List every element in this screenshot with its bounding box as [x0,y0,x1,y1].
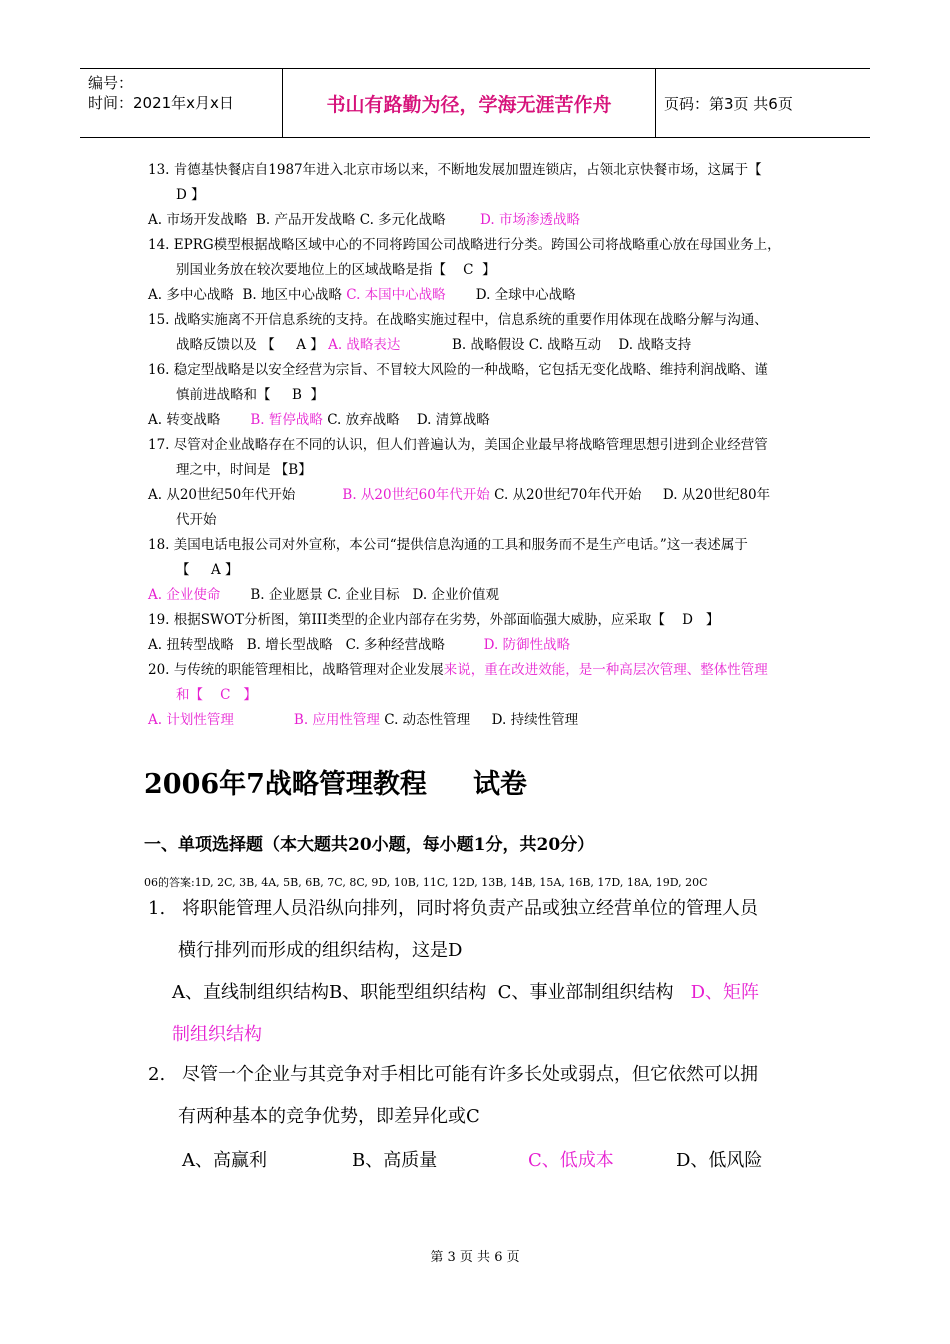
question-text: 1. 将职能管理人员沿纵向排列，同时将负责产品或独立经营单位的管理人员 [148,898,758,919]
option-a: A. 从20世纪50年代开始 [148,487,296,503]
option-row [148,483,808,508]
option-b: B. 增长型战略 [246,637,333,653]
question-text: 别国业务放在较次要地位上的区域战略是指【 C 】 [176,262,496,278]
option-a: A. 计划性管理 [148,712,234,728]
option-d: D. 清算战略 [416,412,490,428]
question-19 [148,608,808,658]
page-label: 页码：第3页 共6页 [664,95,793,113]
option-a: A、高赢利 [182,1150,267,1171]
option-row [148,208,808,233]
question-20 [148,658,808,733]
option-a: A. 企业使命 [148,587,221,603]
option-b: B. 地区中心战略 [242,287,342,303]
option-row: A、直线制组织结构B、职能型组织结构 C、事业部制组织结构 D、矩阵 [172,982,760,1003]
option-a: A. 转变战略 [148,412,221,428]
option-b: B. 暂停战略 [250,412,323,428]
section-title: 一、单项选择题（本大题共20小题，每小题1分，共20分） [144,835,595,855]
question-text: 17. 尽管对企业战略存在不同的认识，但人们普遍认为，美国企业最早将战略管理思想引进到企业经营管 [148,437,768,453]
option-row [148,708,808,733]
question-14 [148,233,808,308]
question-text: 20. 与传统的职能管理相比，战略管理对企业发展来说，重在改进效能，是一种高层次管理、整体性管理 [148,662,768,678]
option-b: B、高质量 [352,1150,438,1171]
question-16 [148,358,808,433]
question-18 [148,533,808,608]
big-question-1 [148,888,808,1056]
option-d: D. 企业价值观 [412,587,499,603]
option-d: D. 防御性战略 [483,637,571,653]
option-d: D. 全球中心战略 [475,287,576,303]
option-b: B. 战略假设 [451,337,525,353]
option-b: B. 从20世纪60年代开始 [342,487,490,503]
option-c: C. 战略互动 [528,337,602,353]
option-b: B. 应用性管理 [293,712,380,728]
option-d: D、矩阵 [690,982,760,1003]
option-row [148,583,808,608]
option-c: C. 本国中心战略 [346,287,446,303]
time-label: 时间：2021年x月x日 [88,94,234,112]
question-text: 和【 C 】 [176,687,257,703]
option-c: C. 多种经营战略 [345,637,446,653]
option-b: B. 企业愿景 [250,587,323,603]
question-text: 横行排列而形成的组织结构，这是D [178,940,463,961]
option-a: A. 战略表达 [328,337,401,353]
option-d: D. 持续性管理 [491,712,579,728]
motto: 书山有路勤为径，学海无涯苦作舟 [282,69,656,137]
option-d: D、低风险 [676,1150,763,1171]
option-a: A. 市场开发战略 [148,212,248,228]
number-label: 编号： [88,74,134,92]
exam-title: 2006年7战略管理教程 试卷 [144,769,527,800]
option-c: C. 企业目标 [327,587,400,603]
header-meta [88,73,283,113]
option-c: C. 多元化战略 [359,212,446,228]
question-text: 【 A 】 [176,562,239,578]
option-row [148,408,808,433]
option-c: C、低成本 [528,1150,614,1171]
option-b: B. 产品开发战略 [255,212,356,228]
question-17 [148,433,808,533]
answers-line: 06的答案:1D, 2C, 3B, 4A, 5B, 6B, 7C, 8C, 9D, 10B, 11C, 12D, 13B, 14B, 15A, 16B, 17D, 18A, 19D, 20C [144,876,708,889]
question-13 [148,158,808,233]
option-d: D. 战略支持 [618,337,692,353]
question-text: 15. 战略实施离不开信息系统的支持。在战略实施过程中，信息系统的重要作用体现在战略分解与沟通、 [148,312,768,328]
question-text: 13. 肯德基快餐店自1987年进入北京市场以来，不断地发展加盟连锁店，占领北京快餐市场，这属于【 [148,162,762,178]
big-question-2 [148,1054,808,1138]
option-a: A. 扭转型战略 [148,637,234,653]
page-header [80,68,870,138]
option-d: D. 市场渗透战略 [480,212,580,228]
option-d: D. 从20世纪80年 [662,487,771,503]
question-text: 有两种基本的竞争优势，即差异化或C [178,1106,480,1127]
option-d-continued: 代开始 [176,512,217,528]
question-text: 18. 美国电话电报公司对外宣称，本公司“提供信息沟通的工具和服务而不是生产电话。”这一表述属于 [148,537,748,553]
question-15 [148,308,808,358]
option-row [148,283,808,308]
question-text: D 】 [176,187,205,203]
question-text: 战略反馈以及 【 A 】 A. 战略表达 B. 战略假设 C. 战略互动 D. 战略支持 [176,337,692,353]
question-text: 2. 尽管一个企业与其竞争对手相比可能有许多长处或弱点，但它依然可以拥 [148,1064,758,1085]
page-footer: 第 3 页 共 6 页 [430,1250,520,1265]
question-text: 理之中，时间是 【B】 [176,462,312,478]
question-text: 19. 根据SWOT分析图，第III类型的企业内部存在劣势，外部面临强大威胁，应采取【 D 】 [148,612,720,628]
option-d-continued: 制组织结构 [172,1024,262,1045]
question-text: 16. 稳定型战略是以安全经营为宗旨、不冒较大风险的一种战略，它包括无变化战略、维持利润战略、谨 [148,362,768,378]
option-c: C. 从20世纪70年代开始 [494,487,642,503]
option-c: C. 动态性管理 [384,712,471,728]
option-c: C. 放弃战略 [327,412,400,428]
question-text: 14. EPRG模型根据战略区域中心的不同将跨国公司战略进行分类。跨国公司将战略重心放在母国业务上， [148,237,781,253]
question-text: 慎前进战略和【 B 】 [176,387,324,403]
option-a: A. 多中心战略 [148,287,234,303]
option-row [148,633,808,658]
